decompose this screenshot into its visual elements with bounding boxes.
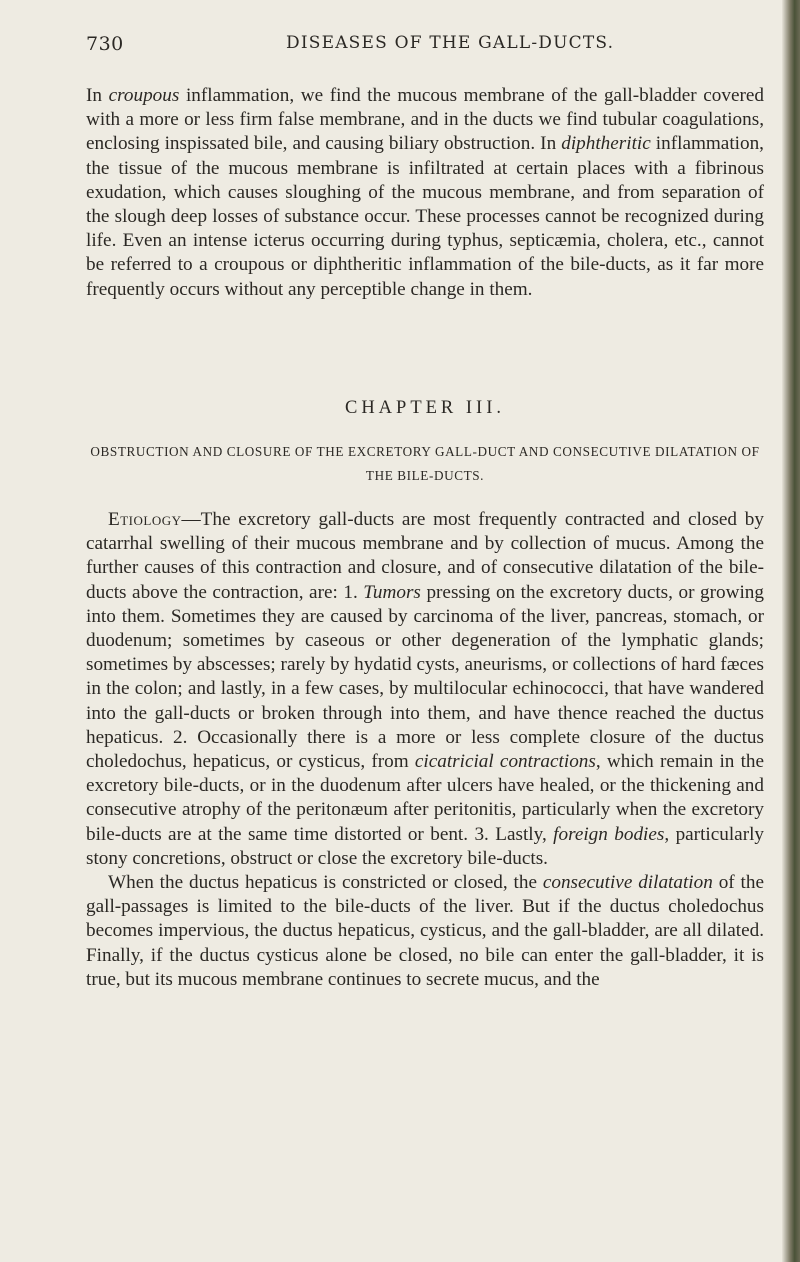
chapter-title: CHAPTER III. [344,397,506,418]
intro-paragraph [86,84,764,302]
running-title: DISEASES OF THE GALL-DUCTS. [286,33,615,53]
dilatation-paragraph [86,871,764,992]
etiology-text-2: pressing on the excretory ducts, or growing into them. Sometimes they are caused by carcinoma of the liver, pancreas, stomach, or duodenum; sometimes by caseous or other degeneration of the lymphatic glands; sometimes by abscesses; rarely by hydatid cysts, aneurisms, or collections of hard fæces in the colon; and lastly, in a few cases, by multilocular echinococci, that have wandered into the gall-ducts or broken through into them, and have thence reached the ductus hepaticus. 2. Occasionally there is a more or less complete closure of the ductus choledochus, hepaticus, or cysticus, from [86,581,764,773]
term-tumors: Tumors [363,581,421,603]
etiology-text-4: , particularly stony concretions, obstruct or close the excretory bile-ducts. [86,823,765,869]
intro-lead: In [86,85,109,106]
page-number: 730 [86,33,124,55]
etiology-text-3: , which remain in the excretory bile-ducts, or in the duodenum after ulcers have healed, or the thickening and consecutive atrophy of the peritonæum after peritonitis, particularly when the excretory bile-ducts are at the same time distorted or bent. 3. Lastly, [86,751,765,845]
dilatation-text-1: When the ductus hepaticus is constricted or closed, the [108,872,543,894]
chapter-subtitle: OBSTRUCTION AND CLOSURE OF THE EXCRETORY GALL-DUCT AND CONSECUTIVE DILATATION OF THE BILE-DUCTS. [90,444,760,484]
term-cicatricial-contractions: cicatricial contractions [414,751,596,773]
term-croupous: croupous [108,85,180,106]
page-body [86,84,764,992]
page-edge-shadow [782,0,800,1262]
etiology-heading: Etiology [108,509,182,531]
term-foreign-bodies: foreign bodies [553,823,665,845]
etiology-text-1: —The excretory gall-ducts are most frequently contracted and closed by catarrhal swelling of their mucous membrane and by collection of mucus. Among the further causes of this contraction and closure, and of consecutive dilatation of the bile-ducts above the contraction, are: 1. [86,509,764,603]
term-diphtheritic: diphtheritic [561,133,651,155]
running-head [86,33,770,57]
intro-text-1: inflammation, we find the mucous membrane of the gall-bladder covered with a more or less firm false membrane, and in the ducts we find tubular coagulations, enclosing inspissated bile, and causing biliary obstruction. In [86,85,765,155]
term-consecutive-dilatation: consecutive dilatation [542,872,713,894]
intro-text-2: inflammation, the tissue of the mucous membrane is infiltrated at certain places with a fibrinous exudation, which causes sloughing of the mucous membrane, and from separation of the slough deep losses of substance occur. These processes cannot be recognized during life. Even an intense icterus occurring during typhus, septicæmia, cholera, etc., cannot be referred to a croupous or diphtheritic inflammation of the bile-ducts, as it far more frequently occurs without any perceptible change in them. [86,133,764,300]
etiology-paragraph [86,508,764,871]
dilatation-text-2: of the gall-passages is limited to the bile-ducts of the liver. But if the ductus choledochus becomes impervious, the ductus hepaticus, cysticus, and the gall-bladder, are all dilated. Finally, if the ductus cysticus alone be closed, no bile can enter the gall-bladder, it is true, but its mucous membrane continues to secrete mucus, and the [86,872,764,990]
